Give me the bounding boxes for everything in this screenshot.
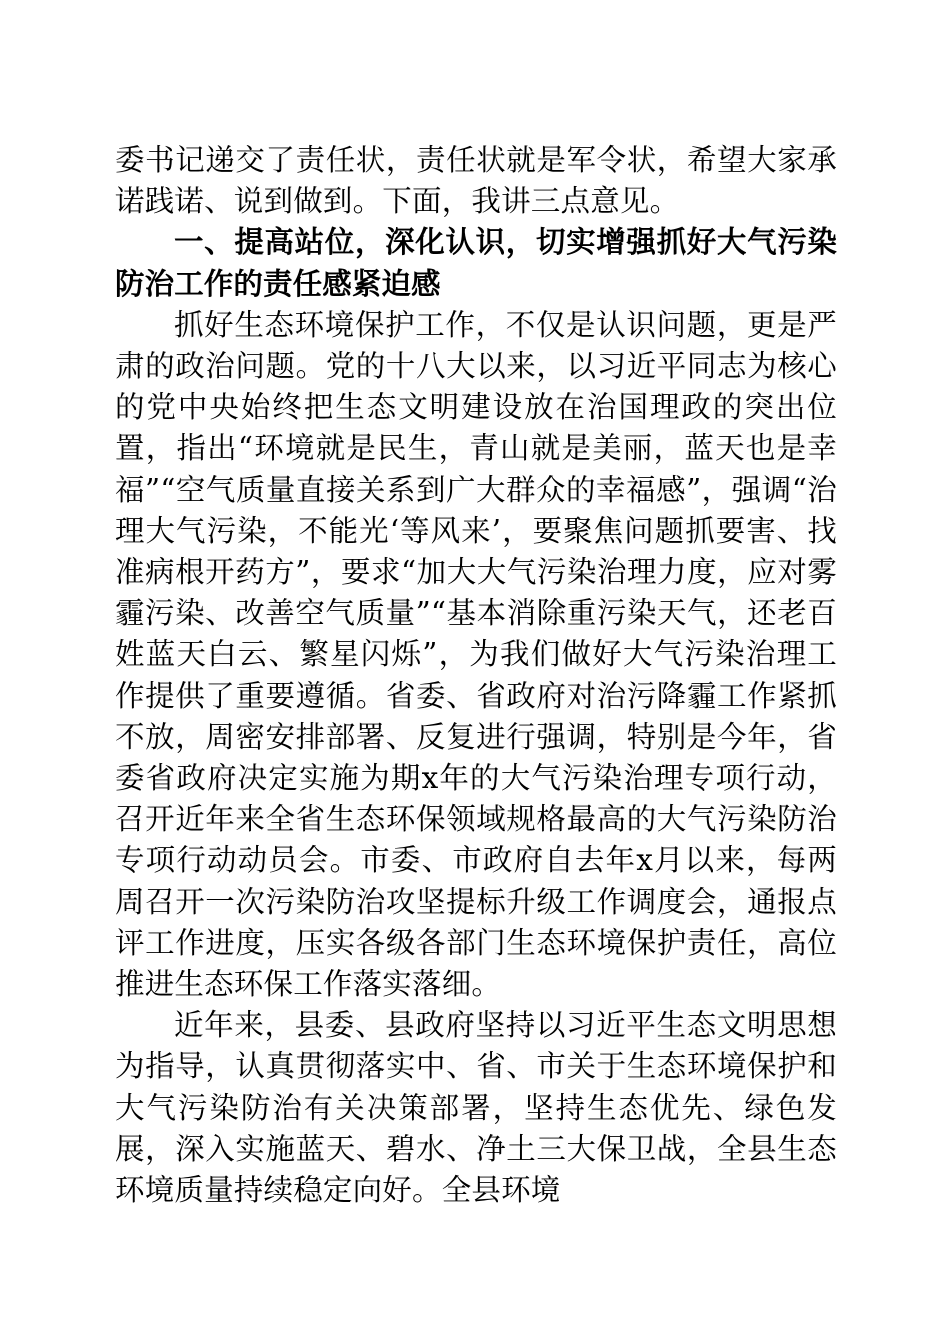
body-paragraph-2: 近年来，县委、县政府坚持以习近平生态文明思想为指导，认真贯彻落实中、省、市关于生态环境保护和大气污染防治有关决策部署，坚持生态优先、绿色发展，深入实施蓝天、碧水、净土三大保卫战，全县生态环境质量持续稳定向好。全县环境 — [115, 1008, 837, 1208]
continued-paragraph: 委书记递交了责任状，责任状就是军令状，希望大家承诺践诺、说到做到。下面，我讲三点意见。 — [115, 143, 837, 219]
section-heading-one: 一、提高站位，深化认识，切实增强抓好大气污染防治工作的责任感紧迫感 — [115, 226, 837, 301]
body-paragraph-1: 抓好生态环境保护工作，不仅是认识问题，更是严肃的政治问题。党的十八大以来，以习近平同志为核心的党中央始终把生态文明建设放在治国理政的突出位置，指出“环境就是民生，青山就是美丽，蓝天也是幸福”“空气质量直接关系到广大群众的幸福感”，强调“治理大气污染，不能光‘等风来’，要聚焦问题抓要害、找准病根开药方”，要求“加大大气污染治理力度，应对雾霾污染、改善空气质量”“基本消除重污染天气，还老百姓蓝天白云、繁星闪烁”，为我们做好大气污染治理工作提供了重要遵循。省委、省政府对治污降霾工作紧抓不放，周密安排部署、反复进行强调，特别是今年，省委省政府决定实施为期x年的大气污染治理专项行动，召开近年来全省生态环保领域规格最高的大气污染防治专项行动动员会。市委、市政府自去年x月以来，每两周召开一次污染防治攻坚提标升级工作调度会，通报点评工作进度，压实各级各部门生态环境保护责任，高位推进生态环保工作落实落细。 — [115, 307, 837, 1002]
document-text-column — [115, 140, 837, 1211]
